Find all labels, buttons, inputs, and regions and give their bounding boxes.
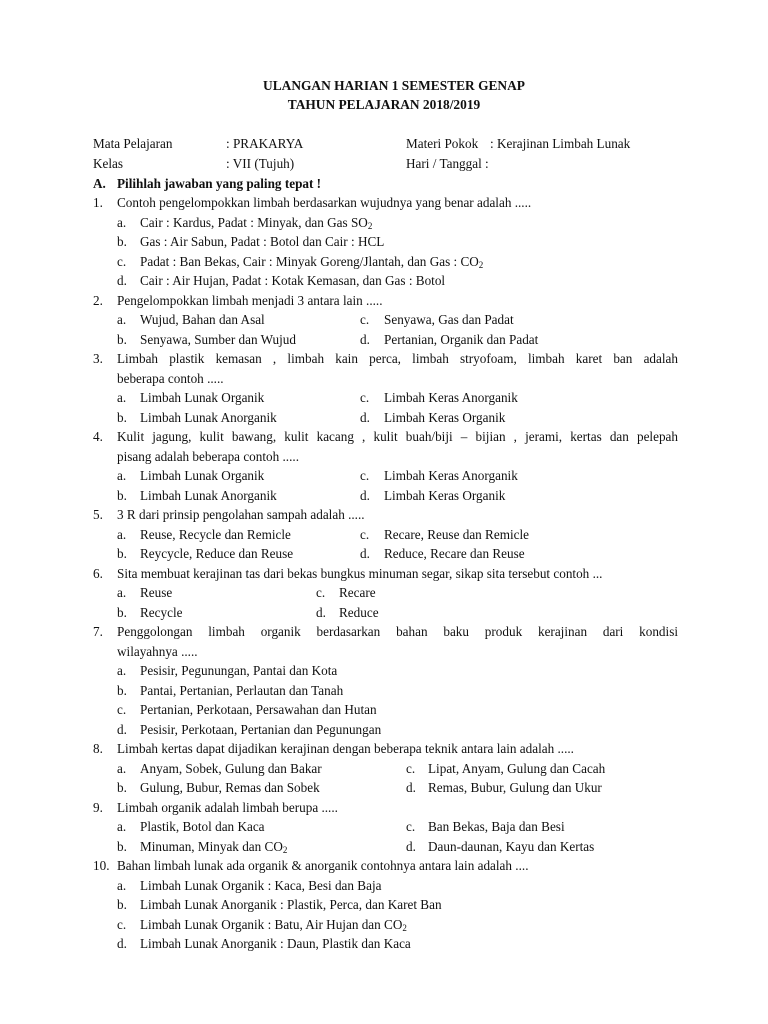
option-text: Cair : Air Hujan, Padat : Kotak Kemasan, dan Gas : Botol bbox=[140, 273, 446, 288]
question-number: 7. bbox=[93, 624, 103, 639]
option-text: Pantai, Pertanian, Perlautan dan Tanah bbox=[140, 683, 344, 698]
option-text: Reuse, Recycle dan Remicle bbox=[140, 527, 291, 542]
exam-title: ULANGAN HARIAN 1 SEMESTER GENAP bbox=[263, 78, 525, 93]
option-text: Limbah Keras Organik bbox=[384, 410, 506, 425]
option-text: Limbah Keras Anorganik bbox=[384, 390, 518, 405]
question-text: Limbah plastik kemasan , limbah kain perca, limbah stryofoam, limbah karet ban adalah bbox=[117, 351, 678, 366]
option-letter: a. bbox=[117, 761, 127, 776]
question-number: 6. bbox=[93, 566, 103, 581]
question-number: 8. bbox=[93, 741, 103, 756]
option-letter: b. bbox=[117, 780, 127, 795]
option-letter: c. bbox=[406, 761, 416, 776]
question-number: 10. bbox=[93, 858, 110, 873]
option-text: Limbah Lunak Organik : Batu, Air Hujan dan $CO_2$ bbox=[140, 917, 407, 933]
option-text: Plastik, Botol dan Kaca bbox=[140, 819, 265, 834]
option-letter: c. bbox=[117, 702, 127, 717]
option-text: Recare bbox=[339, 585, 376, 600]
option-letter: d. bbox=[117, 273, 127, 288]
option-letter: d. bbox=[360, 410, 370, 425]
option-text: Limbah Lunak Anorganik : Plastik, Perca, dan Karet Ban bbox=[140, 897, 442, 912]
question-number: 3. bbox=[93, 351, 103, 366]
option-text: Gas : Air Sabun, Padat : Botol dan Cair : HCL bbox=[140, 234, 385, 249]
date-label: Hari / Tanggal : bbox=[406, 156, 489, 171]
option-text: Gulung, Bubur, Remas dan Sobek bbox=[140, 780, 320, 795]
option-letter: d. bbox=[360, 488, 370, 503]
option-letter: c. bbox=[360, 527, 370, 542]
question-number: 1. bbox=[93, 195, 103, 210]
option-letter: b. bbox=[117, 839, 127, 854]
option-letter: a. bbox=[117, 819, 127, 834]
option-letter: a. bbox=[117, 878, 127, 893]
question-text: Penggolongan limbah organik berdasarkan bahan baku produk kerajinan dari kondisi bbox=[117, 624, 678, 639]
option-letter: c. bbox=[316, 585, 326, 600]
question-text: Kulit jagung, kulit bawang, kulit kacang , kulit buah/biji – bijian , jerami, kertas dan pelepah bbox=[117, 429, 678, 444]
option-text: Limbah Keras Anorganik bbox=[384, 468, 518, 483]
option-text: Recycle bbox=[140, 605, 183, 620]
option-letter: a. bbox=[117, 663, 127, 678]
option-letter: b. bbox=[117, 234, 127, 249]
option-letter: c. bbox=[360, 312, 370, 327]
option-letter: a. bbox=[117, 215, 127, 230]
option-letter: d. bbox=[360, 332, 370, 347]
question-text-continued: wilayahnya ..... bbox=[117, 644, 198, 659]
option-letter: a. bbox=[117, 527, 127, 542]
option-text: Anyam, Sobek, Gulung dan Bakar bbox=[140, 761, 322, 776]
option-letter: d. bbox=[360, 546, 370, 561]
option-text: Reduce, Recare dan Reuse bbox=[384, 546, 525, 561]
option-letter: a. bbox=[117, 468, 127, 483]
option-text: Remas, Bubur, Gulung dan Ukur bbox=[428, 780, 602, 795]
question-number: 2. bbox=[93, 293, 103, 308]
option-text: Daun-daunan, Kayu dan Kertas bbox=[428, 839, 595, 854]
option-text: Pertanian, Organik dan Padat bbox=[384, 332, 539, 347]
option-text: Pertanian, Perkotaan, Persawahan dan Hutan bbox=[140, 702, 377, 717]
option-text: Limbah Keras Organik bbox=[384, 488, 506, 503]
option-letter: b. bbox=[117, 897, 127, 912]
class-label: Kelas bbox=[93, 156, 124, 171]
option-text: Reduce bbox=[339, 605, 379, 620]
question-text-continued: pisang adalah beberapa contoh ..... bbox=[117, 449, 299, 464]
option-letter: d. bbox=[406, 839, 416, 854]
question-text: Sita membuat kerajinan tas dari bekas bungkus minuman segar, sikap sita tersebut contoh ... bbox=[117, 566, 603, 581]
topic-value: : Kerajinan Limbah Lunak bbox=[490, 136, 631, 151]
option-letter: b. bbox=[117, 410, 127, 425]
subject-label: Mata Pelajaran bbox=[93, 136, 173, 151]
academic-year-title: TAHUN PELAJARAN 2018/2019 bbox=[287, 97, 481, 112]
question-text-continued: beberapa contoh ..... bbox=[117, 371, 224, 386]
option-letter: a. bbox=[117, 312, 127, 327]
option-letter: d. bbox=[316, 605, 326, 620]
option-text: Ban Bekas, Baja dan Besi bbox=[428, 819, 565, 834]
option-text: Limbah Lunak Anorganik bbox=[140, 410, 277, 425]
section-heading: Pilihlah jawaban yang paling tepat ! bbox=[117, 176, 322, 191]
option-text: Limbah Lunak Organik bbox=[140, 390, 265, 405]
question-number: 9. bbox=[93, 800, 103, 815]
option-text: Limbah Lunak Anorganik : Daun, Plastik dan Kaca bbox=[140, 936, 411, 951]
option-text: Senyawa, Sumber dan Wujud bbox=[140, 332, 296, 347]
option-text: Minuman, Minyak dan $CO_2$ bbox=[140, 839, 288, 855]
option-letter: c. bbox=[360, 390, 370, 405]
question-text: Limbah organik adalah limbah berupa ..... bbox=[117, 800, 338, 815]
option-letter: d. bbox=[406, 780, 416, 795]
option-text: Pesisir, Perkotaan, Pertanian dan Pegunungan bbox=[140, 722, 382, 737]
option-text: Limbah Lunak Organik : Kaca, Besi dan Baja bbox=[140, 878, 382, 893]
option-text: Pesisir, Pegunungan, Pantai dan Kota bbox=[140, 663, 338, 678]
option-text: Senyawa, Gas dan Padat bbox=[384, 312, 514, 327]
question-number: 4. bbox=[93, 429, 103, 444]
option-text: Limbah Lunak Organik bbox=[140, 468, 265, 483]
option-letter: d. bbox=[117, 722, 127, 737]
option-letter: d. bbox=[117, 936, 127, 951]
option-text: Reuse bbox=[140, 585, 173, 600]
option-text: Cair : Kardus, Padat : Minyak, dan Gas $SO_2$ bbox=[140, 215, 373, 231]
class-value: : VII (Tujuh) bbox=[226, 156, 295, 171]
option-letter: a. bbox=[117, 585, 127, 600]
topic-label: Materi Pokok bbox=[406, 136, 479, 151]
option-letter: c. bbox=[117, 917, 127, 932]
option-text: Reycycle, Reduce dan Reuse bbox=[140, 546, 294, 561]
question-text: Limbah kertas dapat dijadikan kerajinan dengan beberapa teknik antara lain adalah ..... bbox=[117, 741, 574, 756]
option-letter: b. bbox=[117, 605, 127, 620]
question-text: 3 R dari prinsip pengolahan sampah adalah ..... bbox=[117, 507, 365, 522]
option-letter: c. bbox=[117, 254, 127, 269]
option-letter: b. bbox=[117, 332, 127, 347]
option-letter: b. bbox=[117, 546, 127, 561]
option-text: Wujud, Bahan dan Asal bbox=[140, 312, 265, 327]
subject-value: : PRAKARYA bbox=[226, 136, 304, 151]
option-text: Recare, Reuse dan Remicle bbox=[384, 527, 529, 542]
option-letter: b. bbox=[117, 683, 127, 698]
option-letter: c. bbox=[406, 819, 416, 834]
question-text: Contoh pengelompokkan limbah berdasarkan wujudnya yang benar adalah ..... bbox=[117, 195, 532, 210]
option-letter: a. bbox=[117, 390, 127, 405]
question-text: Pengelompokkan limbah menjadi 3 antara lain ..... bbox=[117, 293, 383, 308]
question-number: 5. bbox=[93, 507, 103, 522]
option-letter: c. bbox=[360, 468, 370, 483]
option-text: Padat : Ban Bekas, Cair : Minyak Goreng/Jlantah, dan Gas : $CO_2$ bbox=[140, 254, 484, 270]
option-text: Limbah Lunak Anorganik bbox=[140, 488, 277, 503]
section-letter: A. bbox=[93, 176, 106, 191]
option-letter: b. bbox=[117, 488, 127, 503]
option-text: Lipat, Anyam, Gulung dan Cacah bbox=[428, 761, 606, 776]
question-text: Bahan limbah lunak ada organik & anorganik contohnya antara lain adalah .... bbox=[117, 858, 529, 873]
